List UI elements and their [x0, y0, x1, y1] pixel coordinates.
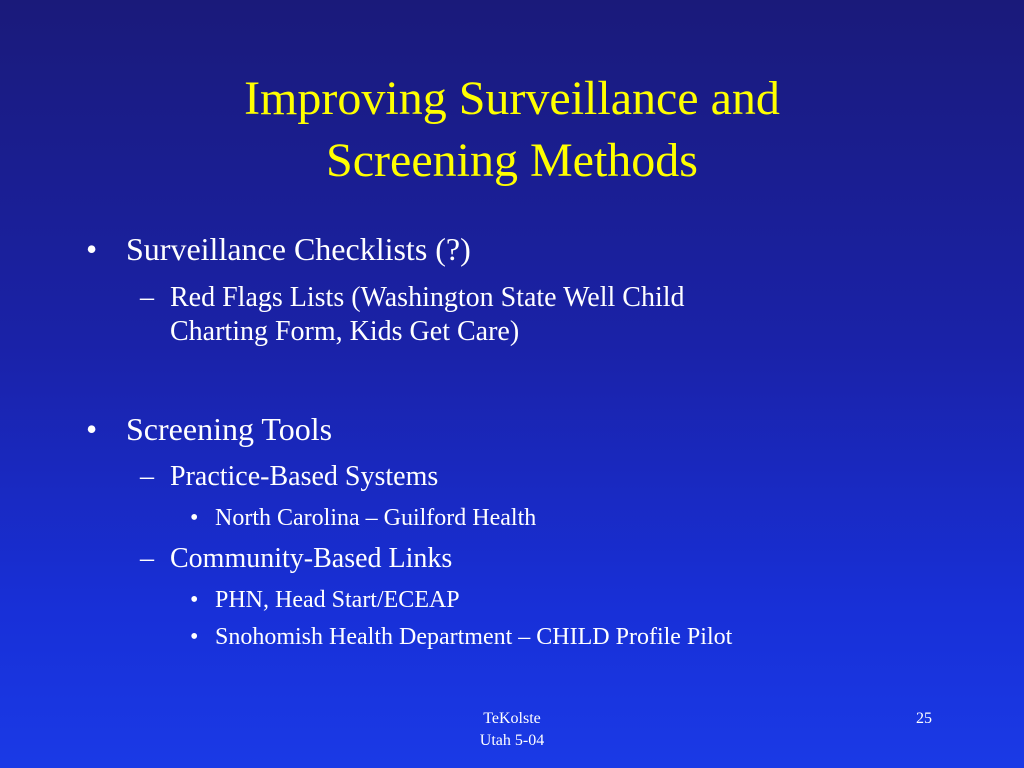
- bullet-marker: •: [86, 231, 98, 267]
- slide-title-line-1: Improving Surveillance and: [244, 72, 780, 125]
- dash-marker: –: [140, 282, 154, 313]
- dash-marker: –: [140, 461, 154, 492]
- slide-title: [0, 68, 1024, 192]
- subsubitem-north-carolina: North Carolina – Guilford Health: [215, 505, 537, 531]
- slide-title-line-2: Screening Methods: [326, 134, 698, 187]
- subitem-red-flags-line-2: Charting Form, Kids Get Care): [170, 316, 520, 347]
- subitem-practice-based-systems: Practice-Based Systems: [170, 461, 439, 492]
- bullet-marker: •: [86, 411, 98, 447]
- subitem-red-flags-line-1: Red Flags Lists (Washington State Well Child: [170, 282, 685, 313]
- bullet-surveillance-checklists: Surveillance Checklists (?): [126, 231, 471, 267]
- bullet-marker: •: [190, 624, 199, 650]
- dash-marker: –: [140, 543, 154, 574]
- bullet-screening-tools: Screening Tools: [126, 411, 333, 447]
- footer-author: TeKolste: [483, 710, 541, 727]
- subitem-community-based-links: Community-Based Links: [170, 543, 453, 574]
- footer: [452, 708, 572, 752]
- page-number: 25: [916, 710, 932, 727]
- bullet-marker: •: [190, 587, 199, 613]
- bullet-marker: •: [190, 505, 199, 531]
- footer-event: Utah 5-04: [479, 732, 545, 749]
- subsubitem-phn-head-start: PHN, Head Start/ECEAP: [215, 587, 460, 613]
- subsubitem-snohomish: Snohomish Health Department – CHILD Profile Pilot: [215, 624, 733, 650]
